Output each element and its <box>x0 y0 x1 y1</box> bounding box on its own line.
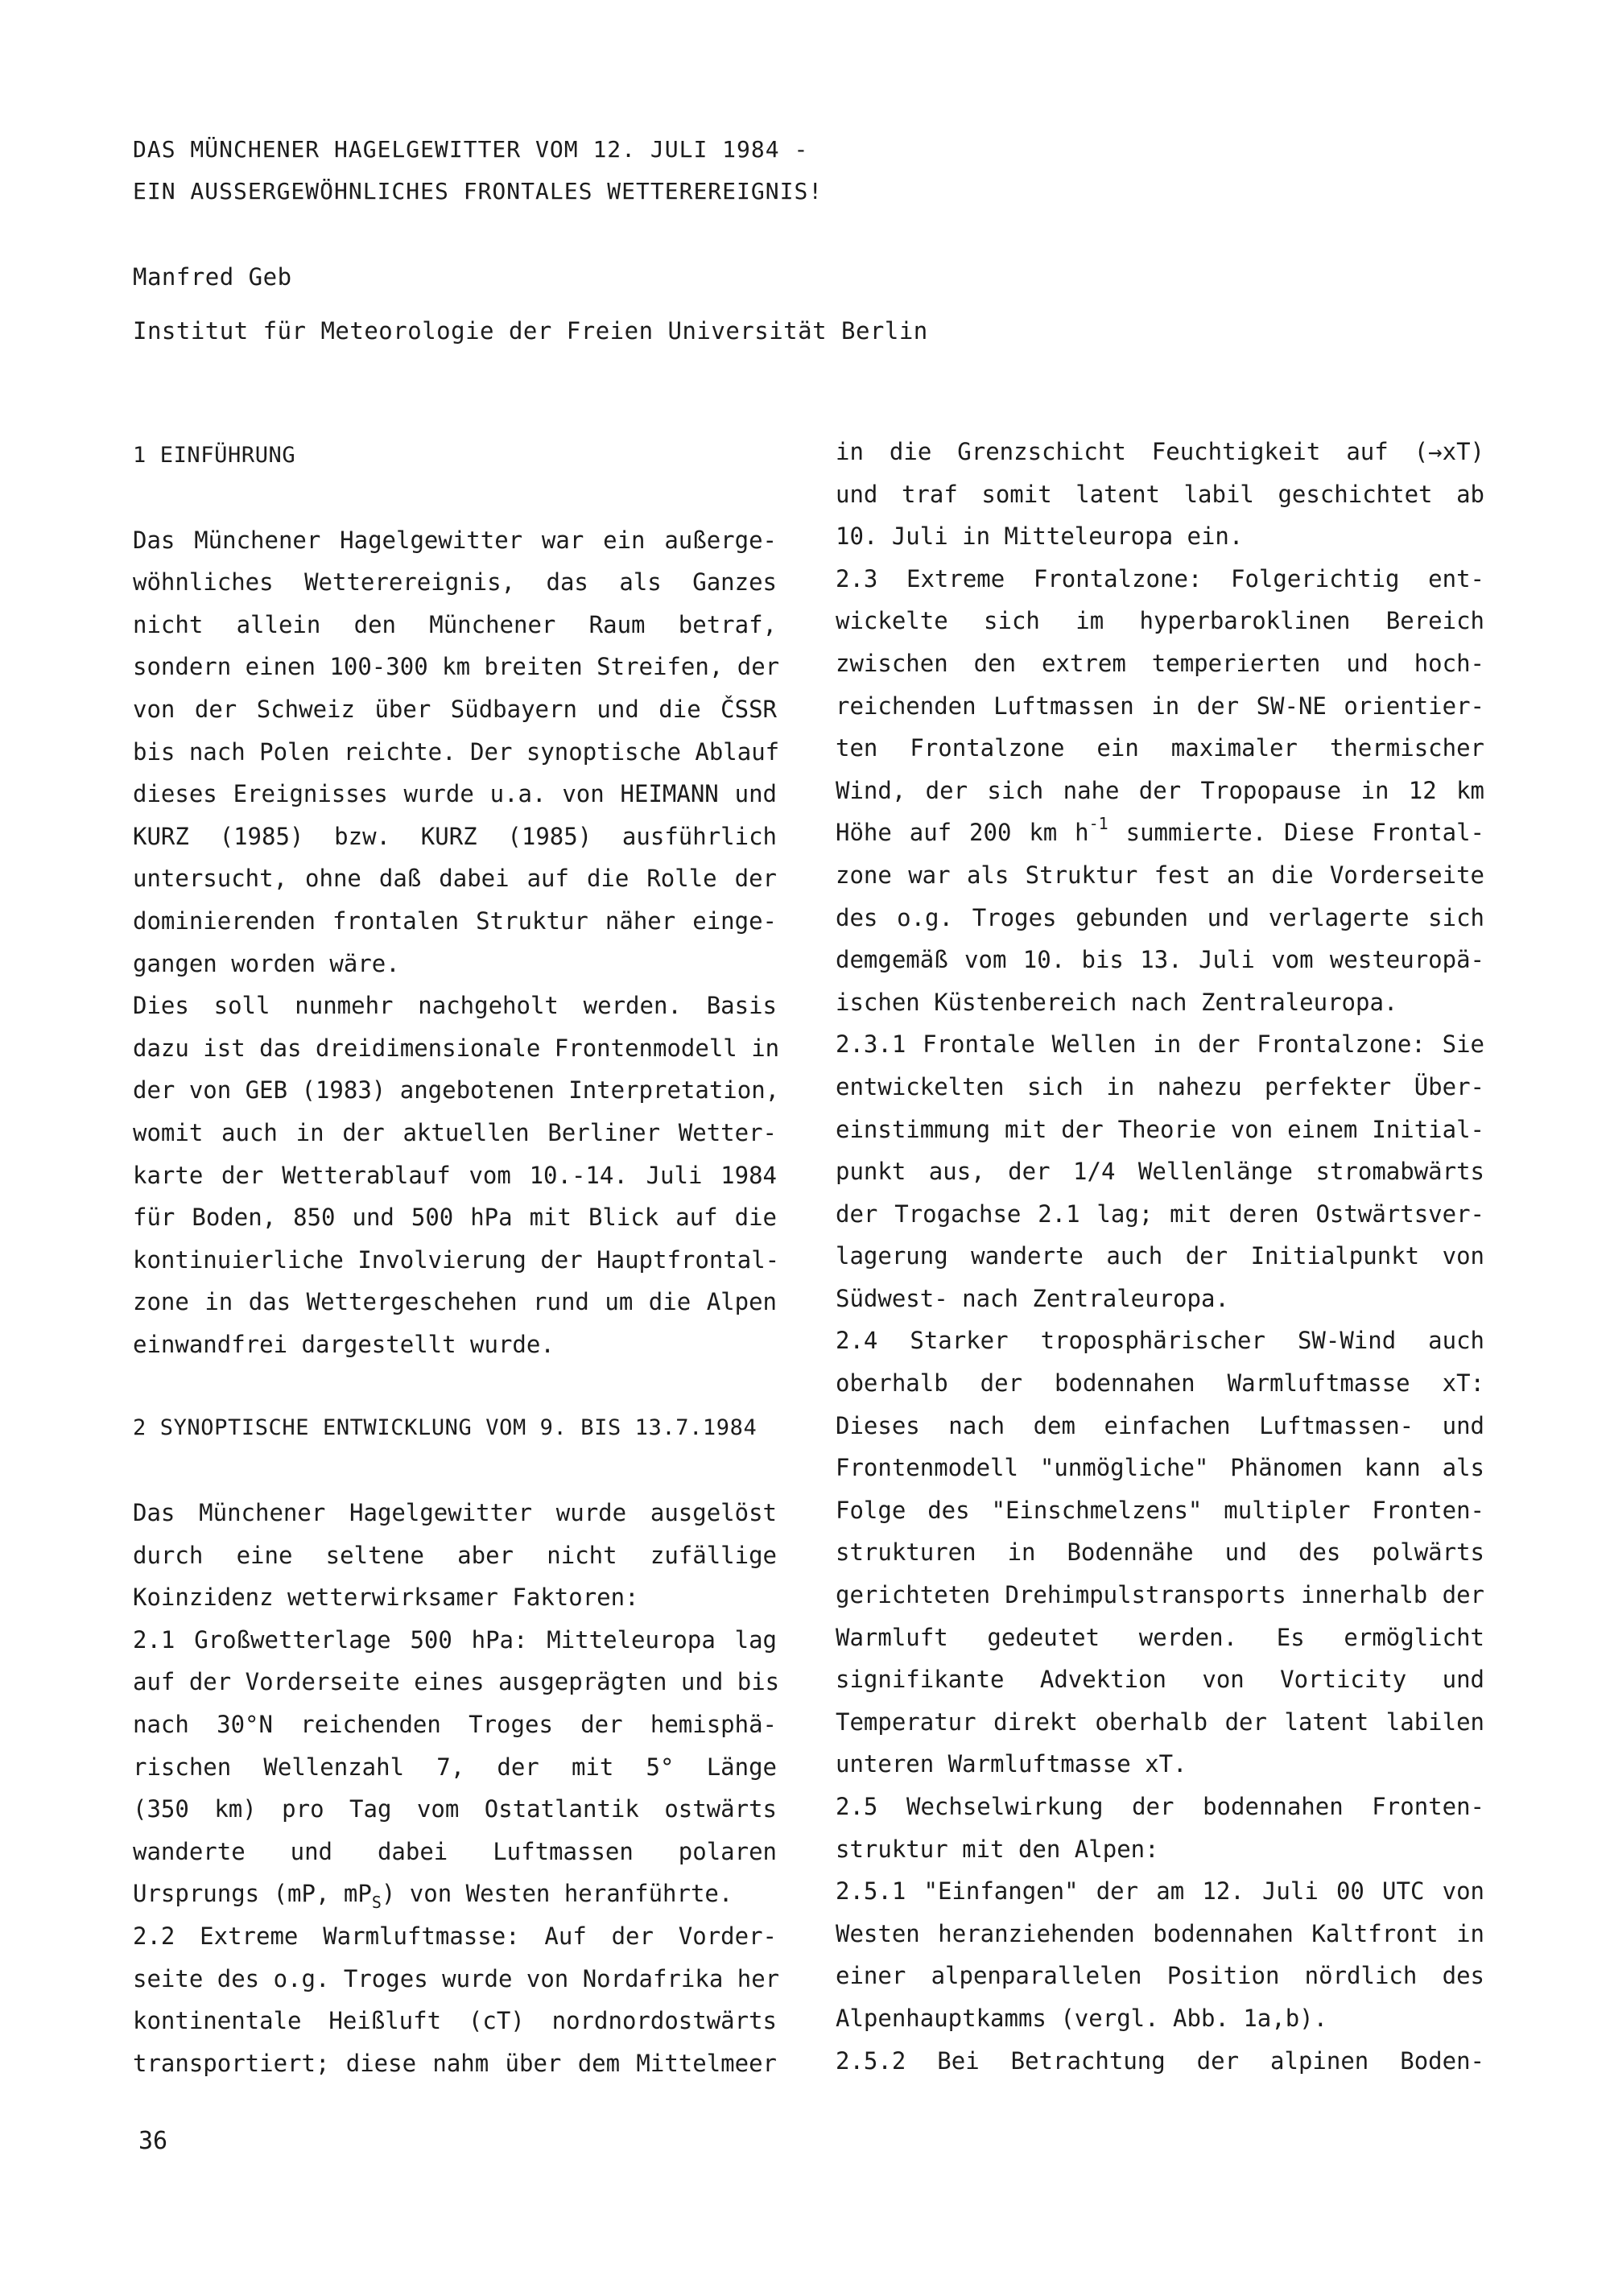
title-line-2: EIN AUSSERGEWÖHNLICHES FRONTALES WETTEREREIGNIS! <box>133 178 824 204</box>
text-line: wöhnliches Wetterereignis, das als Ganzes <box>133 568 777 597</box>
text-line: bis nach Polen reichte. Der synoptische Ablauf <box>133 737 780 766</box>
text-line: Dies soll nunmehr nachgeholt werden. Basis <box>133 992 777 1020</box>
text-line: signifikante Advektion von Vorticity und <box>836 1666 1484 1694</box>
text-line: gerichteten Drehimpulstransports innerhalb der <box>836 1581 1484 1609</box>
text-line: Alpenhauptkamms (vergl. Abb. 1a,b). <box>836 2004 1328 2032</box>
text-line: KURZ (1985) bzw. KURZ (1985) ausführlich <box>133 822 777 850</box>
paragraph-introduction-2 <box>133 985 780 1365</box>
paper-title <box>133 129 823 213</box>
right-column <box>836 431 1484 2082</box>
text-line: 2.4 Starker troposphärischer SW-Wind auch <box>836 1327 1484 1355</box>
text-line: womit auch in der aktuellen Berliner Wetter- <box>133 1118 777 1146</box>
text-line: kontinuierliche Involvierung der Hauptfrontal- <box>133 1245 780 1274</box>
item-2-3 <box>836 558 1484 1024</box>
item-2-4 <box>836 1319 1484 1786</box>
text-line: auf der Vorderseite eines ausgeprägten und bis <box>133 1668 780 1696</box>
text-line: nicht allein den Münchener Raum betraf, <box>133 610 777 638</box>
text-line: untersucht, ohne daß dabei auf die Rolle der <box>133 865 777 893</box>
text-line: 10. Juli in Mitteleuropa ein. <box>836 522 1244 551</box>
text-line: punkt aus, der 1/4 Wellenlänge stromabwärts <box>836 1158 1484 1186</box>
text-line: sondern einen 100-300 km breiten Streifen, der <box>133 653 780 681</box>
item-2-5 <box>836 1786 1484 1870</box>
text-line: ten Frontalzone ein maximaler thermischer <box>836 734 1484 762</box>
subscript: S <box>371 1893 382 1913</box>
title-line-1: DAS MÜNCHENER HAGELGEWITTER VOM 12. JULI 1984 - <box>133 136 809 163</box>
text-line: des o.g. Troges gebunden und verlagerte sich <box>836 903 1484 931</box>
text-line: Frontenmodell "unmögliche" Phänomen kann als <box>836 1454 1484 1482</box>
item-2-3-1 <box>836 1023 1484 1319</box>
text-line: 2.5 Wechselwirkung der bodennahen Fronten- <box>836 1793 1484 1820</box>
text-line: wanderte und dabei Luftmassen polaren <box>133 1837 777 1865</box>
item-2-2 <box>133 1915 780 2084</box>
text-line: Warmluft gedeutet werden. Es ermöglicht <box>836 1623 1484 1651</box>
author-name: Manfred Geb <box>133 263 292 291</box>
left-column <box>133 435 780 2084</box>
text-line: Dieses nach dem einfachen Luftmassen- und <box>836 1411 1484 1439</box>
text-line: oberhalb der bodennahen Warmluftmasse xT: <box>836 1369 1484 1398</box>
text-line: zwischen den extrem temperierten und hoch- <box>836 649 1484 677</box>
text-line: und traf somit latent labil geschichtet ab <box>836 480 1484 508</box>
paragraph-section-2-intro <box>133 1492 777 1619</box>
text-line: 2.3 Extreme Frontalzone: Folgerichtig ent- <box>836 564 1484 593</box>
text-line: transportiert; diese nahm über dem Mittelmeer <box>133 2049 777 2077</box>
text-line: für Boden, 850 und 500 hPa mit Blick auf die <box>133 1204 777 1232</box>
text-line: gangen worden wäre. <box>133 949 400 977</box>
section-heading-2: 2 SYNOPTISCHE ENTWICKLUNG VOM 9. BIS 13.7.1984 <box>133 1415 758 1441</box>
text-line: durch eine seltene aber nicht zufällige <box>133 1541 777 1569</box>
text-line: Höhe auf 200 km $h^{-1}$ summierte. Diese Frontal- <box>836 814 1484 847</box>
text-line: Das Münchener Hagelgewitter wurde ausgelöst <box>133 1499 777 1527</box>
text-line: strukturen in Bodennähe und des polwärts <box>836 1538 1484 1567</box>
text-line: reichenden Luftmassen in der SW-NE orientier- <box>836 692 1484 720</box>
text-line: lagerung wanderte auch der Initialpunkt von <box>836 1242 1484 1270</box>
text-line: zone in das Wettergeschehen rund um die Alpen <box>133 1288 777 1316</box>
text-line: Ursprungs (mP, $mP_S$) von Westen heranführte. <box>133 1880 733 1913</box>
text-line: seite des o.g. Troges wurde von Nordafrika her <box>133 1964 780 1992</box>
text-line: zone war als Struktur fest an die Vorderseite <box>836 861 1484 889</box>
text-line: dominierenden frontalen Struktur näher einge- <box>133 906 777 935</box>
text-line: struktur mit den Alpen: <box>836 1835 1159 1863</box>
text-line: 2.5.2 Bei Betrachtung der alpinen Boden- <box>836 2046 1484 2075</box>
paragraph-introduction-1 <box>133 519 780 985</box>
text-line: wickelte sich im hyperbaroklinen Bereich <box>836 607 1484 635</box>
text-line: Temperatur direkt oberhalb der latent labilen <box>836 1708 1484 1736</box>
text-line: nach 30°N reichenden Troges der hemisphä- <box>133 1711 777 1739</box>
text-line: 2.3.1 Frontale Wellen in der Frontalzone: Sie <box>836 1030 1484 1059</box>
text-line: entwickelten sich in nahezu perfekter Über- <box>836 1072 1484 1101</box>
text-line: einwandfrei dargestellt wurde. <box>133 1330 555 1358</box>
text-line: in die Grenzschicht Feuchtigkeit auf (→xT) <box>836 438 1484 465</box>
text-line: dazu ist das dreidimensionale Frontenmodell in <box>133 1034 780 1062</box>
text-line: Folge des "Einschmelzens" multipler Fronten- <box>836 1496 1484 1524</box>
text-line: kontinentale Heißluft (cT) nordnordostwärts <box>133 2007 777 2035</box>
text-line: 2.5.1 "Einfangen" der am 12. Juli 00 UTC von <box>836 1877 1484 1906</box>
text-line: Das Münchener Hagelgewitter war ein außerge- <box>133 526 777 554</box>
text-line: Wind, der sich nahe der Tropopause in 12 km <box>836 776 1484 804</box>
text-line: demgemäß vom 10. bis 13. Juli vom westeuropä- <box>836 946 1484 974</box>
text-line: Südwest- nach Zentraleuropa. <box>836 1284 1229 1312</box>
text-line: einstimmung mit der Theorie von einem Initial- <box>836 1115 1484 1143</box>
text-line: einer alpenparallelen Position nördlich des <box>836 1962 1484 1990</box>
text-line: 2.1 Großwetterlage 500 hPa: Mitteleuropa lag <box>133 1625 777 1654</box>
text-line: 2.2 Extreme Warmluftmasse: Auf der Vorder- <box>133 1922 777 1950</box>
text-line: rischen Wellenzahl 7, der mit 5° Länge <box>133 1753 777 1781</box>
text-line: (350 km) pro Tag vom Ostatlantik ostwärts <box>133 1795 777 1823</box>
text-line: dieses Ereignisses wurde u.a. von HEIMANN und <box>133 780 777 808</box>
text-line: karte der Wetterablauf vom 10.-14. Juli 1984 <box>133 1161 777 1189</box>
superscript: -1 <box>1088 814 1108 834</box>
text-line: von der Schweiz über Südbayern und die ČSSR <box>133 695 777 723</box>
section-heading-1: 1 EINFÜHRUNG <box>133 443 296 468</box>
text-line: Westen heranziehenden bodennahen Kaltfront in <box>836 1919 1484 1947</box>
page-number: 36 <box>138 2127 168 2155</box>
item-2-2-continuation <box>836 431 1484 558</box>
text-line: der von GEB (1983) angebotenen Interpretation, <box>133 1076 780 1105</box>
author-affiliation: Institut für Meteorologie der Freien Universität Berlin <box>133 317 928 345</box>
item-2-5-1 <box>836 1870 1484 2039</box>
item-2-1 <box>133 1619 780 1915</box>
item-2-5-2 <box>836 2040 1484 2083</box>
text-line: ischen Küstenbereich nach Zentraleuropa. <box>836 988 1398 1016</box>
text-line: Koinzidenz wetterwirksamer Faktoren: <box>133 1584 639 1612</box>
text-line: unteren Warmluftmasse xT. <box>836 1750 1187 1778</box>
text-line: der Trogachse 2.1 lag; mit deren Ostwärtsver- <box>836 1200 1484 1228</box>
